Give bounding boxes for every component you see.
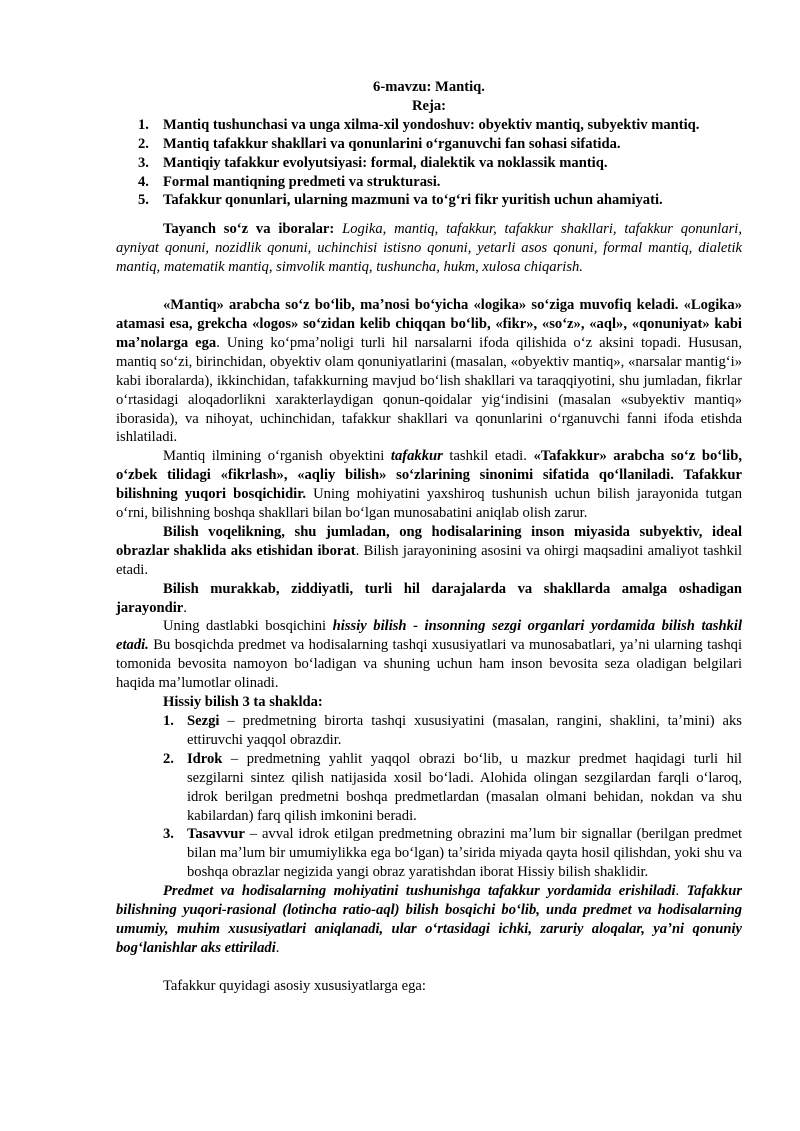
paragraph-tafakkur-properties: Tafakkur quyidagi asosiy xususiyatlarga ega:	[163, 977, 426, 994]
forms-title: Hissiy bilish 3 ta shaklda:	[163, 694, 323, 711]
body-text: Uning dastlabki bosqichini	[163, 618, 333, 635]
form-item-text: – predmetning yahlit yaqqol obrazi boʻlib, u mazkur predmet haqidagi turli hil sezgilarni sintez qilish natijasida xosil boʻladi. Alohida olingan sezgilardan farqli oʻlaroq, idrok berilgan predmetni boshqa predmetlardan (masalan olmani behidan, nokdan va shu kabilardan) farq qilish imkonini beradi.	[187, 750, 742, 824]
plan-item-number: 2.	[138, 135, 149, 152]
plan-item	[116, 173, 742, 192]
body-text: .	[675, 883, 680, 900]
form-item	[116, 750, 742, 826]
bold-text: «Tafakkur» arabcha soʻz boʻlib, oʻzbek tilidagi «fikrlash», «aqliy bilish» soʻzlarining sinonimi sifatida qoʻllaniladi. Tafakkur bilishning yuqori bosqichidir.	[116, 448, 742, 503]
keywords-paragraph	[116, 220, 742, 277]
plan-list	[116, 116, 742, 211]
emphasis-text: tafakkur	[390, 448, 443, 465]
body-text: . Bilish jarayonining asosini va ohirgi maqsadini amaliyot tashkil etadi.	[116, 542, 743, 578]
form-item-term: Sezgi	[187, 713, 220, 729]
plan-item-number: 3.	[138, 154, 149, 171]
plan-item-number: 4.	[138, 173, 149, 190]
plan-title: Reja:	[411, 97, 447, 114]
emphasis-text: hissiy bilish - insonning sezgi organlari yordamida bilish tashkil etadi.	[116, 618, 742, 654]
bold-text: Bilish voqelikning, shu jumladan, ong hodisalarining inson miyasida subyektiv, ideal obrazlar shaklida aks etishidan iborat	[116, 523, 742, 559]
form-item-text: – predmetning birorta tashqi xususiyatini (masalan, rangini, shaklini, taʼmini) aks ettiruvchi yaqqol obrazdir.	[187, 713, 742, 748]
form-item	[116, 712, 742, 750]
plan-item-text: Formal mantiqning predmeti va strukturasi.	[163, 173, 441, 190]
bold-text: Bilish murakkab, ziddiyatli, turli hil darajalarda va shakllarda amalga oshadigan jarayondir	[116, 580, 742, 616]
plan-item-text: Mantiq tushunchasi va unga xilma-xil yondoshuv: obyektiv mantiq, subyektiv mantiq.	[163, 116, 700, 133]
body-text: tashkil etadi.	[442, 448, 534, 465]
form-item-term: Tasavvur	[187, 826, 245, 843]
body-text: Mantiq ilmining oʻrganish obyektini	[163, 448, 391, 465]
paragraph-bilish-process	[116, 580, 742, 618]
forms-list	[116, 712, 742, 882]
emphasis-text: Tafakkur bilishning yuqori-rasional (lotincha ratio-aql) bilish bosqichi boʻlib, unda predmet va hodisalarning umumiy, muhim xususiyatlari aniqlanadi, ular oʻrtasidagi ichki, zaruriy aloqalar, yaʼni qonuniy bogʻlanishlar aks ettiriladi	[116, 883, 742, 956]
plan-item-text: Mantiq tafakkur shakllari va qonunlarini oʻrganuvchi fan sohasi sifatida.	[163, 135, 621, 152]
body-text: .	[275, 939, 280, 956]
bold-text: «Mantiq» arabcha soʻz boʻlib, maʼnosi boʻyicha «logika» soʻziga muvofiq keladi. «Logika» atamasi esa, grekcha «logos» soʻzidan kelib chiqqan boʻlib, «fikr», «soʻz», «aql», «qonuniyat» kabi maʼnolarga ega	[116, 297, 742, 351]
keywords-label: Tayanch soʻz va iboralar:	[163, 221, 335, 238]
plan-item	[116, 191, 742, 210]
form-item-text: – avval idrok etilgan predmetning obrazini maʼlum bir signallar (berilgan predmet bilan maʼlum bir umumiylikka ega boʻlgan) taʼsirida miyada qayta hosil qilishdan, yoki shu va boshqa obrazlar negizida yangi obraz yaratishdan iborat Hissiy bilish shaklidir.	[187, 826, 742, 881]
paragraph-mantiq-definition	[116, 296, 742, 447]
paragraph-tafakkur-rational	[116, 882, 742, 958]
paragraph-bilish-definition	[116, 523, 742, 580]
form-item-number: 3.	[163, 826, 174, 843]
form-item	[116, 825, 742, 882]
form-item-number: 2.	[163, 750, 174, 767]
body-text: Uning mohiyatini yaxshiroq tushunish uchun bilish jarayonida tutgan oʻrni, bilishning boshqa shakllari bilan boʻlgan munosabatini aniqlab olish zarur.	[116, 486, 742, 522]
body-text: .	[183, 599, 187, 616]
body-text: Bu bosqichda predmet va hodisalarning tashqi xususiyatlari va munosabatlari, yaʼni ularning tashqi tomonida bevosita namoyon boʻladigan va shuning uchun ham inson bevosita seza oladigan belgilari haqida maʼlumotlar olinadi.	[116, 637, 742, 692]
plan-item-text: Mantiqiy tafakkur evolyutsiyasi: formal, dialektik va noklassik mantiq.	[163, 154, 608, 171]
plan-item-text: Tafakkur qonunlari, ularning mazmuni va toʻgʻri fikr yuritish uchun ahamiyati.	[163, 192, 663, 209]
body-text: . Uning koʻpmaʼnoligi turli hil narsalarni ifoda qilishida oʻz aksini topadi. Hususan, mantiq soʻzi, birinchidan, obyektiv olam qonuniyatlarini (masalan, «obyektiv mantiq», «narsalar mantigʻi» kabi iboralarda), ikkinchidan, tafakkurning mavjud boʻlish shakllari va taraqqiyotini, shu jumladan, fikrlar oʻrtasidagi aloqadorlikni xarakterlaydigan qonun-qoidalar yigʻindisini (masalan «subyektiv mantiq» iborasida), va nihoyat, uchinchidan, tafakkur shakllari va qonunlarini oʻrganuvchi fanni ifoda etishda ishlatiladi.	[116, 334, 742, 446]
form-item-number: 1.	[163, 713, 174, 729]
paragraph-hissiy-bilish	[116, 617, 742, 693]
plan-item	[116, 116, 742, 135]
plan-item	[116, 135, 742, 154]
keywords-text: Logika, mantiq, tafakkur, tafakkur shakllari, tafakkur qonunlari, ayniyat qonuni, nozidlik qonuni, uchinchisi istisno qonuni, yetarli asos qonuni, formal mantiq, dialetik mantiq, matematik mantiq, simvolik mantiq, tushuncha, hukm, xulosa chiqarish.	[116, 221, 742, 276]
plan-item-number: 1.	[138, 116, 149, 133]
plan-item-number: 5.	[138, 192, 149, 209]
emphasis-text: Predmet va hodisalarning mohiyatini tushunishga tafakkur yordamida erishiladi	[163, 883, 676, 900]
plan-item	[116, 154, 742, 173]
form-item-term: Idrok	[187, 750, 223, 767]
paragraph-tafakkur-definition	[116, 447, 742, 523]
page-title: 6-mavzu: Mantiq.	[373, 79, 485, 95]
